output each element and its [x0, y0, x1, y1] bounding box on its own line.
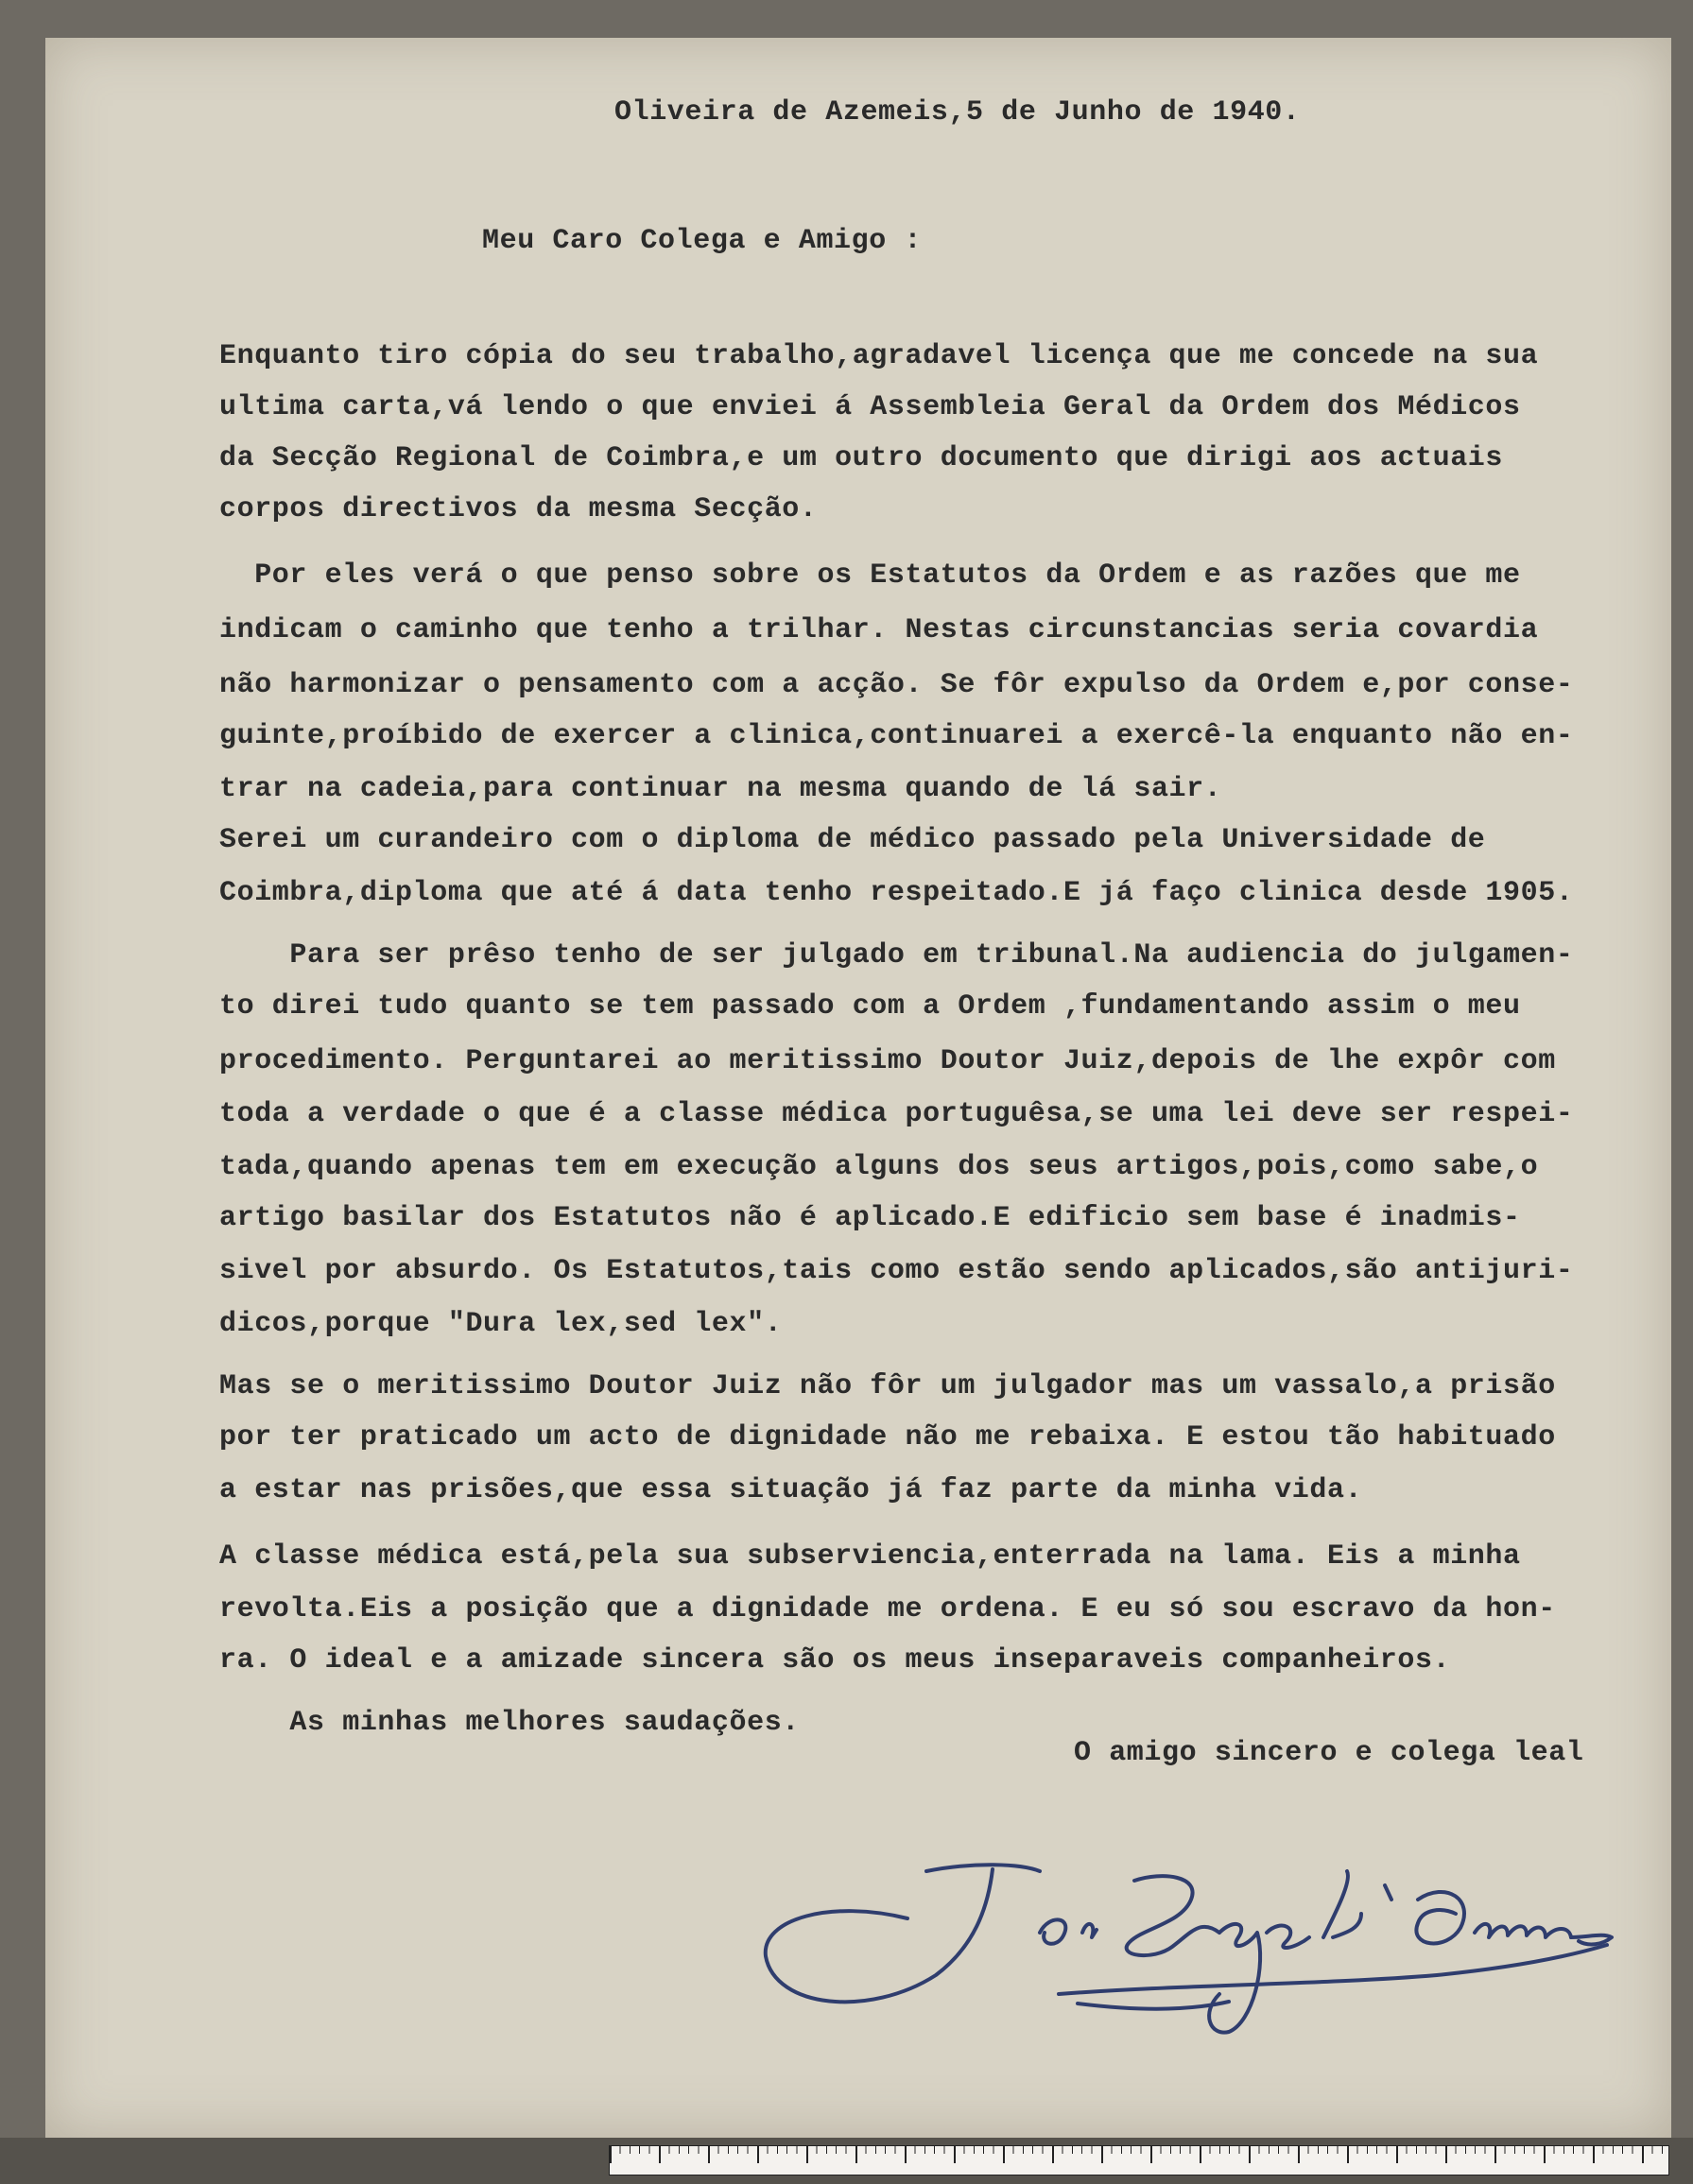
scale-ruler: [609, 2145, 1669, 2175]
body-line: As minhas melhores saudações.: [219, 1707, 800, 1739]
body-line: ra. O ideal e a amizade sincera são os meus inseparaveis companheiros.: [219, 1644, 1451, 1677]
letter-page: [45, 38, 1671, 2138]
body-line: por ter praticado um acto de dignidade não me rebaixa. E estou tão habituado: [219, 1421, 1556, 1453]
body-line: a estar nas prisões,que essa situação já faz parte da minha vida.: [219, 1474, 1363, 1506]
body-line: sivel por absurdo. Os Estatutos,tais como estão sendo aplicados,são antijuri-: [219, 1255, 1574, 1287]
salutation: Meu Caro Colega e Amigo :: [482, 225, 923, 257]
body-line: toda a verdade o que é a classe médica portuguêsa,se uma lei deve ser respei-: [219, 1098, 1574, 1130]
body-line: A classe médica está,pela sua subserviencia,enterrada na lama. Eis a minha: [219, 1540, 1521, 1573]
body-line: guinte,proíbido de exercer a clinica,continuarei a exercê-la enquanto não en-: [219, 720, 1574, 752]
dateline: Oliveira de Azemeis,5 de Junho de 1940.: [614, 96, 1301, 129]
body-line: artigo basilar dos Estatutos não é aplicado.E edificio sem base é inadmis-: [219, 1202, 1521, 1234]
body-line: indicam o caminho que tenho a trilhar. Nestas circunstancias seria covardia: [219, 614, 1539, 646]
body-line: corpos directivos da mesma Secção.: [219, 493, 818, 525]
body-line: trar na cadeia,para continuar na mesma quando de lá sair.: [219, 773, 1222, 805]
body-line: Para ser prêso tenho de ser julgado em tribunal.Na audiencia do julgamen-: [219, 939, 1574, 972]
body-line: revolta.Eis a posição que a dignidade me ordena. E eu só sou escravo da hon-: [219, 1593, 1556, 1625]
body-line: Serei um curandeiro com o diploma de médico passado pela Universidade de: [219, 824, 1486, 856]
body-line: não harmonizar o pensamento com a acção. Se fôr expulso da Ordem e,por conse-: [219, 669, 1574, 701]
closing: O amigo sincero e colega leal: [1074, 1737, 1584, 1769]
body-line: procedimento. Perguntarei ao meritissimo Doutor Juiz,depois de lhe expôr com: [219, 1045, 1556, 1077]
body-line: ultima carta,vá lendo o que enviei á Assembleia Geral da Ordem dos Médicos: [219, 391, 1521, 423]
signature: [756, 1843, 1616, 2041]
body-line: Coimbra,diploma que até á data tenho respeitado.E já faço clinica desde 1905.: [219, 877, 1574, 909]
body-line: tada,quando apenas tem em execução alguns dos seus artigos,pois,como sabe,o: [219, 1151, 1539, 1183]
body-line: da Secção Regional de Coimbra,e um outro documento que dirigi aos actuais: [219, 442, 1504, 474]
body-line: Enquanto tiro cópia do seu trabalho,agradavel licença que me concede na sua: [219, 340, 1539, 372]
body-line: to direi tudo quanto se tem passado com a Ordem ,fundamentando assim o meu: [219, 990, 1521, 1023]
body-line: dicos,porque "Dura lex,sed lex".: [219, 1308, 783, 1340]
body-line: Mas se o meritissimo Doutor Juiz não fôr um julgador mas um vassalo,a prisão: [219, 1370, 1556, 1402]
body-line: Por eles verá o que penso sobre os Estatutos da Ordem e as razões que me: [219, 559, 1521, 592]
